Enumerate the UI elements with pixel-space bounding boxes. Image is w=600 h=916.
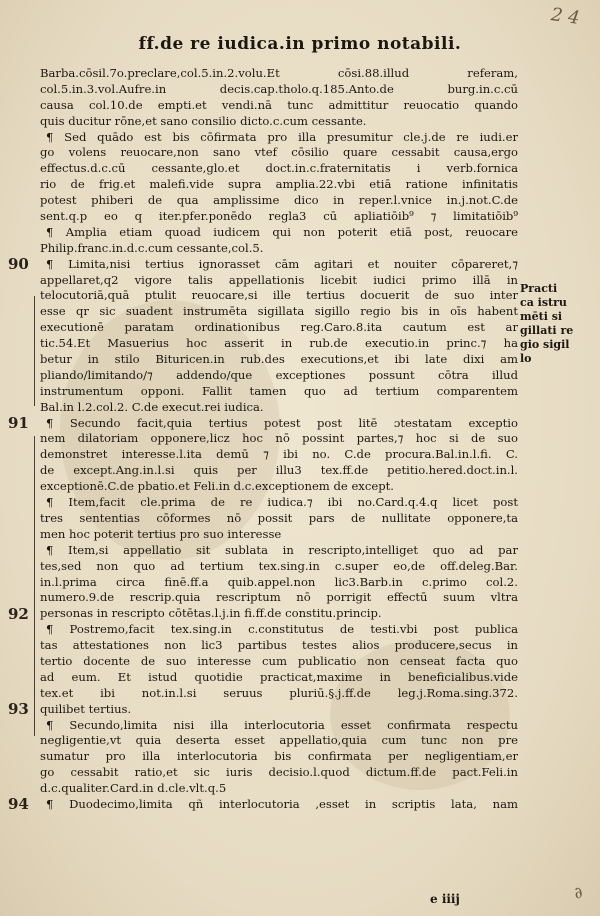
text-line: ¶ Limita,nisi tertius ignorasset cām agitari et nouiter cōpareret,⁊ xyxy=(46,256,518,271)
text-line: Philip.franc.in.d.c.cum cessante,col.5. xyxy=(40,240,264,255)
marginal-note-line: mēti si xyxy=(520,310,563,323)
text-line: go cessabit ratio,et sic iuris decisio.l.quod dictum.ff.de pact.Feli.in xyxy=(40,765,518,780)
text-line: rio de frig.et malefi.vide supra amplia.22.vbi etiā ratione infinitatis xyxy=(40,177,518,192)
text-line: exceptionē.C.de pbatio.et Feli.in d.c.exceptionem de except. xyxy=(40,479,394,494)
text-line: in.l.prima circa finē.ff.a quib.appel.non lic3.Barb.in c.primo col.2. xyxy=(40,574,518,589)
margin-number: 91 xyxy=(8,413,29,432)
marginal-note-line: lo xyxy=(520,352,532,365)
text-line: effectus.d.c.cū cessante,glo.et doct.in.c.fraternitatis i verb.fornica xyxy=(40,161,518,176)
text-line: men hoc poterit tertius pro suo interesse xyxy=(40,526,282,541)
marginal-note-line: gio sigil xyxy=(520,338,570,351)
text-line: executionē paratam ordinationibus reg.Caro.8.ita cautum est ar xyxy=(40,320,518,335)
margin-number: 90 xyxy=(8,254,29,273)
text-line: betur in stilo Bituricen.in rub.des executions,et ibi late dixi am xyxy=(40,352,518,367)
text-line: sent.q.p eo q iter.pfer.ponēdo regla3 cū apliatiōib⁹ ⁊ limitatiōib⁹ xyxy=(40,209,518,224)
text-line: potest phiberi de qua amplissime dico in reper.l.vnice in.j.not.C.de xyxy=(40,193,518,208)
text-line: go volens reuocare,non sano vtef cōsilio quare cessabit causa,ergo xyxy=(40,145,518,160)
text-line: sumatur pro illa interlocutoria bis confirmata per negligentiam,er xyxy=(40,749,518,764)
text-line: demonstret interesse.l.ita demū ⁊ ibi no. C.de procura.Bal.in.l.fi. C. xyxy=(40,447,518,462)
text-line: de except.Ang.in.l.si quis per illu3 tex.ff.de petitio.hered.doct.in.l. xyxy=(40,463,518,478)
text-line: instrumentum opponi. Fallit tamen quo ad tertium comparentem xyxy=(40,383,518,398)
pen-bracket xyxy=(34,436,35,736)
text-line: pliando/limitando/⁊ addendo/que exceptiones possunt cōtra illud xyxy=(40,367,518,382)
text-line: d.c.qualiter.Card.in d.cle.vlt.q.5 xyxy=(40,781,227,796)
margin-number: 93 xyxy=(8,700,29,718)
doodle-mark: ∂ xyxy=(570,882,585,903)
marginal-note xyxy=(520,282,592,366)
text-line: ¶ Item,si appellatio sit sublata in rescripto,intelliget quo ad par xyxy=(46,542,518,557)
text-line: ¶ Secundo,limita nisi illa interlocutoria esset confirmata respectu xyxy=(46,717,518,732)
marginal-note-line: gillati re xyxy=(520,324,574,337)
text-line: ¶ Duodecimo,limita qñ interlocutoria ,esset in scriptis lata, nam xyxy=(46,796,518,811)
text-line: nem dilatoriam opponere,licz hoc nō possint partes,⁊ hoc si de suo xyxy=(40,431,518,446)
text-line: personas in rescripto cōtētas.l.j.in fi.ff.de constitu.princip. xyxy=(40,606,382,621)
text-line: numero.9.de rescrip.quia rescriptum nō porrigit effectū suum vltra xyxy=(40,590,518,605)
text-line: tertio docente de suo interesse cum publicatio non censeat facta quo xyxy=(40,653,518,668)
text-line: tex.et ibi not.in.l.si seruus pluriū.§.j.ff.de leg.j.Roma.sing.372. xyxy=(40,685,518,700)
text-line: esse qr sic suadent instrumēta sigillata sigillo regio bis in oīs habent xyxy=(40,304,518,319)
pen-bracket xyxy=(34,296,35,406)
text-line: tic.54.Et Masuerius hoc asserit in rub.de executio.in princ.⁊ ha xyxy=(40,336,518,351)
marginal-note-line: ca istru xyxy=(520,296,567,309)
text-line: telocutoriā,quā ptulit reuocare,si ille tertius docuerit de suo inter xyxy=(40,288,518,303)
page-header: ff.de re iudica.in primo notabili. xyxy=(138,34,462,54)
text-line: ¶ Secundo facit,quia tertius potest post litē ɔtestatam exceptio xyxy=(46,415,518,430)
body-text xyxy=(40,66,518,813)
text-line: ¶ Postremo,facit tex.sing.in c.constitutus de testi.vbi post publica xyxy=(46,622,518,637)
margin-number: 94 xyxy=(8,795,29,814)
margin-number: 92 xyxy=(8,604,29,623)
text-line: tes,sed non quo ad tertium tex.sing.in c.super eo,de off.deleg.Bar. xyxy=(40,558,518,573)
text-line: ¶ Sed quādo est bis cōfirmata pro illa presumitur cle.j.de re iudi.er xyxy=(46,129,518,144)
text-line: tas attestationes non lic3 partibus testes alios producere,secus in xyxy=(40,638,518,653)
text-line: appellaret,q2 vigore talis appellationis licebit iudici primo illā in xyxy=(40,272,518,287)
marginal-note-line: Practi xyxy=(520,282,558,295)
text-line: ad eum. Et istud quotidie practicat,maxime in beneficialibus.vide xyxy=(40,669,518,684)
catchword: e iiij xyxy=(430,892,460,906)
text-line: col.5.in.3.vol.Aufre.in decis.cap.tholo.q.185.Anto.de burg.in.c.cū xyxy=(40,81,518,96)
text-line: Bal.in l.2.col.2. C.de execut.rei iudica. xyxy=(40,399,264,414)
text-line: quilibet tertius. xyxy=(40,701,132,716)
folio-pen-mark: 2 4 xyxy=(550,4,582,29)
text-line: ¶ Amplia etiam quoad iudicem qui non poterit etiā post, reuocare xyxy=(46,224,518,239)
text-line: tres sententias cōformes nō possit pars de nullitate opponere,ta xyxy=(40,510,518,525)
text-line: ¶ Item,facit cle.prima de re iudica.⁊ ibi no.Card.q.4.q licet post xyxy=(46,495,518,510)
text-line: negligentie,vt quia deserta esset appellatio,quia cum tunc non pre xyxy=(40,733,518,748)
text-line: causa col.10.de empti.et vendi.nā tunc admittitur reuocatio quando xyxy=(40,97,518,112)
text-line: quis ducitur rōne,et sano consilio dicto.c.cum cessante. xyxy=(40,113,367,128)
text-line: Barba.cōsil.7o.preclare,col.5.in.2.volu.Et cōsi.88.illud referam, xyxy=(40,66,518,80)
